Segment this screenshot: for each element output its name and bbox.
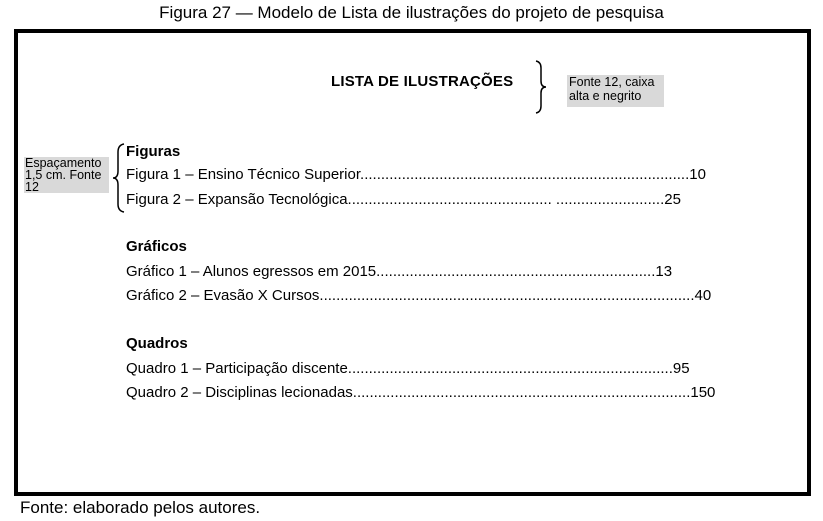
list-entry-quadro-1: Quadro 1 – Participação discente..............................................................................95 xyxy=(126,360,690,377)
source-note: Fonte: elaborado pelos autores. xyxy=(20,498,261,517)
list-entry-grafico-2: Gráfico 2 – Evasão X Cursos..........................................................................................40 xyxy=(126,287,712,304)
section-title-graficos: Gráficos xyxy=(126,238,187,255)
title-format-note: Fonte 12, caixa alta e negrito xyxy=(567,75,664,107)
list-entry-figura-2: Figura 2 – Expansão Tecnológica................................................. ..........................25 xyxy=(126,191,681,208)
title-brace xyxy=(533,60,549,114)
list-entry-quadro-2: Quadro 2 – Disciplinas lecionadas.................................................................................150 xyxy=(126,384,716,401)
section-title-figuras: Figuras xyxy=(126,143,181,160)
figure-caption: Figura 27 — Modelo de Lista de ilustrações do projeto de pesquisa xyxy=(159,3,664,22)
list-title: LISTA DE ILUSTRAÇÕES xyxy=(331,73,514,90)
list-entry-figura-1: Figura 1 – Ensino Técnico Superior...............................................................................10 xyxy=(126,166,706,183)
figuras-brace xyxy=(110,143,126,213)
list-entry-grafico-1: Gráfico 1 – Alunos egressos em 2015...................................................................13 xyxy=(126,263,673,280)
section-title-quadros: Quadros xyxy=(126,335,188,352)
spacing-note: Espaçamento 1,5 cm. Fonte 12 xyxy=(24,157,109,193)
